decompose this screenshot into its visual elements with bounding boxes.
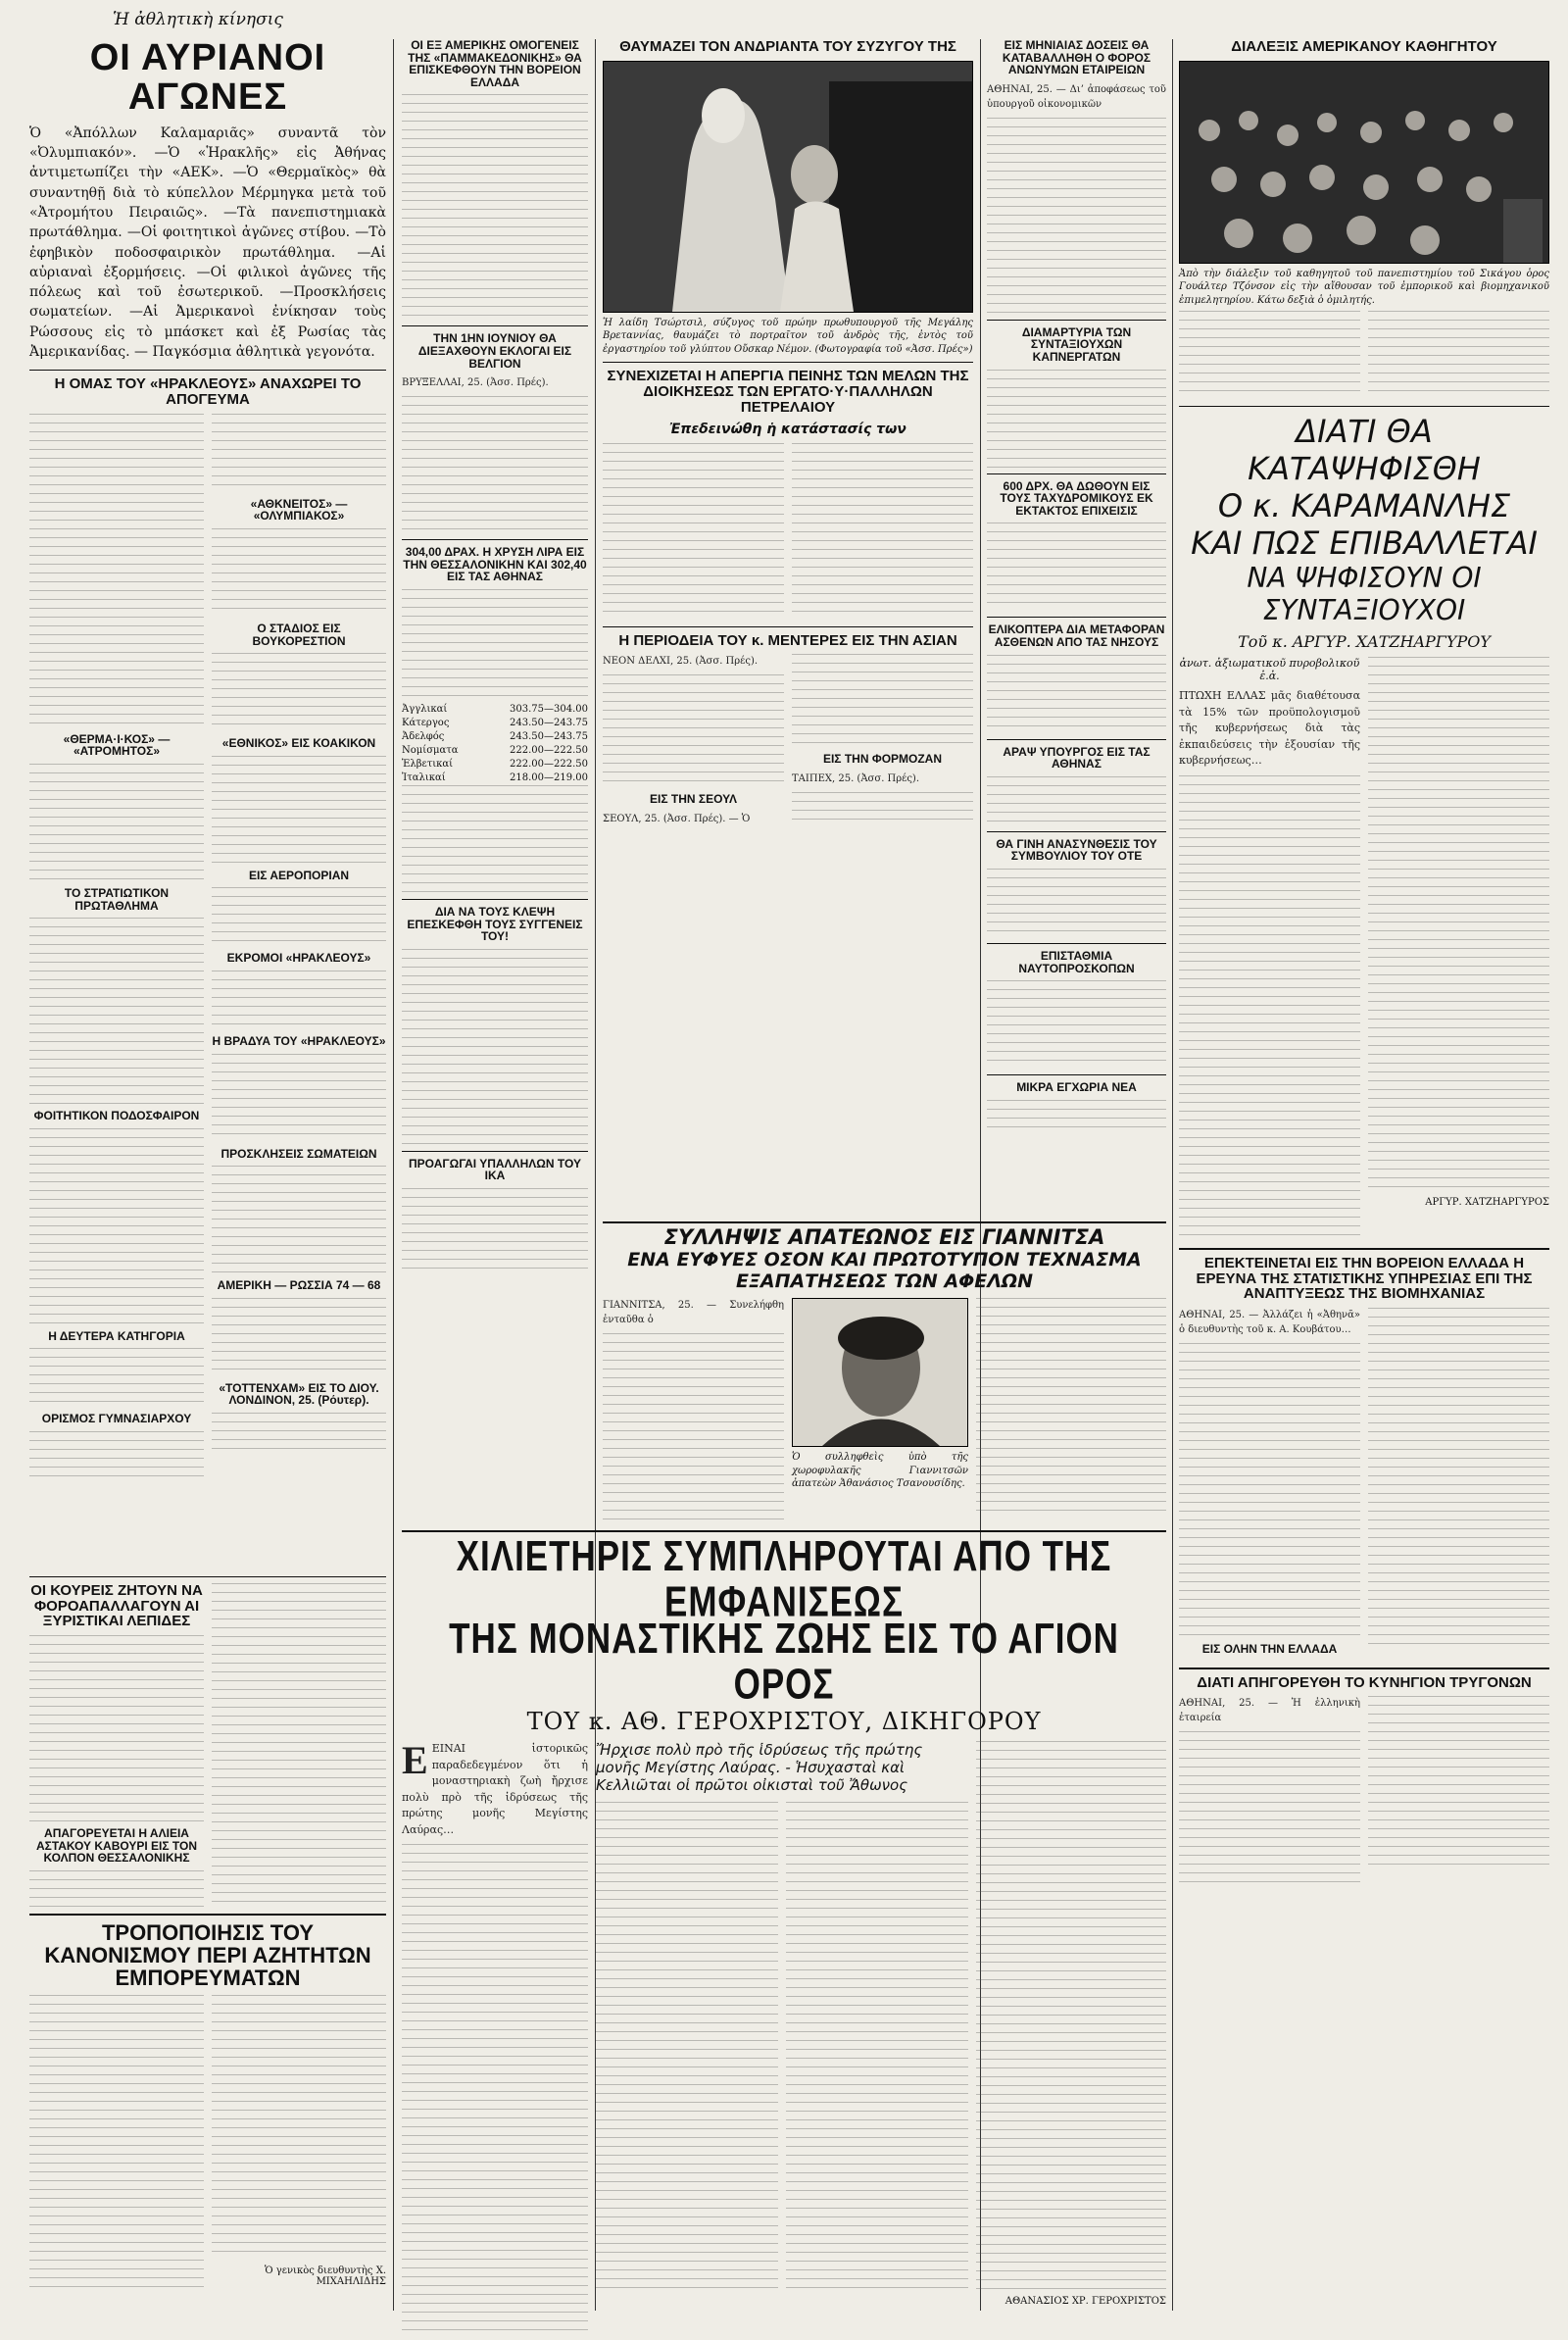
subhead: «ΤΟΤΤΕΝΧΑΜ» ΕΙΣ ΤΟ ΔΙΟΥ. ΛΟΝΔΙΝΟΝ, 25. (Ρόυτερ). [219,1380,379,1408]
athos-headline-2: ΤΗΣ ΜΟΝΑΣΤΙΚΗΣ ΖΩΗΣ ΕΙΣ ΤΟ ΑΓΙΟΝ ΟΡΟΣ [449,1614,1119,1708]
opinion-subbyline: ἀνωτ. ἀξιωματικοῦ πυροβολικοῦ ἐ.ἀ. [1179,657,1360,683]
column-4 [987,39,1166,1216]
section-kicker: Ἡ ἀθλητικὴ κίνησις [113,10,283,29]
subhead: «ΕΘΝΙΚΟΣ» ΕΙΣ ΚΟΑΚΙΚΟΝ [221,736,376,751]
sports-column [29,39,386,1882]
column-3 [603,39,973,1294]
column-2 [402,39,588,1265]
gold-price-label: Ἀδελφός [402,730,445,742]
gold-price-label: Ἰταλικαί [402,772,446,783]
belgium-headline: ΤΗΝ 1ΗΝ ΙΟΥΝΙΟΥ ΘΑ ΔΙΕΞΑΧΘΟΥΝ ΕΚΛΟΓΑΙ ΕΙΣ ΒΕΛΓΙΟΝ [417,331,572,371]
athos-pullquote-1: Ἤρχισε πολὺ πρὸ τῆς ἱδρύσεως τῆς πρώτης [596,1741,923,1759]
subhead: ΑΜΕΡΙΚΗ — ΡΩΣΣΙΑ 74 — 68 [217,1278,381,1293]
crime-headline-1: ΣΥΛΛΗΨΙΣ ΑΠΑΤΕΩΝΟΣ ΕΙΣ ΓΙΑΝΝΙΤΣΑ [663,1225,1105,1249]
subhead: Η ΔΕΥΤΕΡΑ ΚΑΤΗΓΟΡΙΑ [48,1328,185,1343]
crime-headline-2: ΕΝΑ ΕΥΦΥΕΣ ΟΣΟΝ ΚΑΙ ΠΡΩΤΟΤΥΠΟΝ ΤΕΧΝΑΣΜΑ ΕΞΑΠΑΤΗΣΕΩΣ ΤΩΝ ΑΦΕΛΩΝ [627,1249,1142,1292]
sports-lead: Ὁ «Ἀπόλλων Καλαμαριᾶς» συναντᾶ τὸν «Ὀλυμπιακόν». —Ὁ «Ἡρακλῆς» εἰς Ἀθήνας ἀντιμετωπίζει τὴν «ΑΕΚ». —Ὁ «Θερμαϊκὸς» θὰ συναντηθῇ διὰ τὸ κύπελλον Μέρμηγκα μετὰ τοῦ «Ἀτρομήτου Πειραιῶς». —Τὰ πανεπιστημιακὰ πρωτάθλημα. —Οἱ φοιτητικοὶ ἀγῶνες στίβου. —Τὸ ἐφηβικὸν ποδοσφαιρικὸν πρωτάθλημα. —Αἱ αὐριαναὶ ἐξορμήσεις. —Οἱ φιλικοὶ ἀγῶνες τῆς πόλεως καὶ τοῦ ἐσωτερικοῦ. —Προσκλήσεις σωματείων. —Αἱ Ἀμερικανοὶ ἐνίκησαν τοὺς Ρώσσους εἰς τὸ μπάσκετ καὶ ἐξ Ρωσίας τὰς Ἀμερικανίδας. — Παγκόσμια ἀθλητικὰ γεγονότα. [29,124,386,361]
gold-price-value: 222.00—222.50 [510,758,588,770]
regulation-signature: Ὁ γενικὸς διευθυντὴς Χ. ΜΙΧΑΗΛΙΔΗΣ [265,2265,386,2288]
subhead: ΟΡΙΣΜΟΣ ΓΥΜΝΑΣΙΑΡΧΟΥ [41,1412,192,1426]
ote-headline: ΘΑ ΓΙΝΗ ΑΝΑΣΥΝΘΕΣΙΣ ΤΟΥ ΣΥΜΒΟΥΛΙΟΥ ΤΟΥ ΟΤΕ [996,836,1157,864]
industry-footer: ΕΙΣ ΟΛΗΝ ΤΗΝ ΕΛΛΑΔΑ [1201,1642,1338,1656]
fishing-headline: ΑΠΑΓΟΡΕΥΕΤΑΙ Η ΑΛΙΕΙΑ ΑΣΤΑΚΟΥ ΚΑΒΟΥΡΙ ΕΙΣ ΤΟΝ ΚΟΛΠΟΝ ΘΕΣΣΑΛΟΝΙΚΗΣ [35,1826,198,1866]
crime-dateline: ΓΙΑΝΝΙΤΣΑ, 25. — Συνελήφθη ἐνταῦθα ὁ [603,1300,784,1325]
local-news-headline: ΜΙΚΡΑ ΕΓΧΩΡΙΑ ΝΕΑ [1016,1080,1137,1095]
helicopter-headline: ΕΛΙΚΟΠΤΕΡΑ ΔΙΑ ΜΕΤΑΦΟΡΑΝ ΑΣΘΕΝΩΝ ΑΠΟ ΤΑΣ ΝΗΣΟΥΣ [988,622,1165,649]
subhead: Η ΒΡΑΔΥΑ ΤΟΥ «ΗΡΑΚΛΕΟΥΣ» [212,1034,386,1048]
subhead: ΦΟΙΤΗΤΙΚΟΝ ΠΟΔΟΣΦΑΙΡΟΝ [33,1109,200,1123]
gold-price-row [402,772,588,785]
strike-headline: ΣΥΝΕΧΙΖΕΤΑΙ Η ΑΠΕΡΓΙΑ ΠΕΙΝΗΣ ΤΩΝ ΜΕΛΩΝ ΤΗΣ ΔΙΟΙΚΗΣΕΩΣ ΤΩΝ ΕΡΓΑΤΟ·Υ·ΠΑΛΛΗΛΩΝ ΠΕΤΡΕΛΑΙΟΥ [607,368,969,416]
gold-price-value: 243.50—243.75 [510,717,588,728]
gold-price-row [402,730,588,744]
regulation-headline: ΤΡΟΠΟΠΟΙΗΣΙΣ ΤΟΥ ΚΑΝΟΝΙΣΜΟΥ ΠΕΡΙ ΑΖΗΤΗΤΩΝ ΕΜΠΟΡΕΥΜΑΤΩΝ [44,1920,371,1991]
formosa-dateline: ΤΑΙΠΕΧ, 25. (Ἀσσ. Πρές). [792,772,920,784]
regulation-story [29,1921,386,2314]
opinion-headline-1: ΔΙΑΤΙ ΘΑ ΚΑΤΑΨΗΦΙΣΘΗ [1248,413,1481,488]
postal-headline: 600 ΔΡΧ. ΘΑ ΔΩΘΟΥΝ ΕΙΣ ΤΟΥΣ ΤΑΧΥΔΡΟΜΙΚΟΥΣ ΕΚ ΕΚΤΑΚΤΟΣ ΕΠΙΧΕΙΣΙΣ [1000,478,1153,518]
gold-price-label: Ἑλβετικαί [402,758,454,770]
belgium-dateline: ΒΡΥΞΕΛΛΑΙ, 25. (Ἀσσ. Πρές). [402,377,549,389]
athos-lead: ΕΙΝΑΙ ἱστορικῶς παραδεδεγμένον ὅτι ἡ μοναστηριακὴ ζωὴ ἤρχισε πολὺ πρὸ τῆς ἱδρύσεως τῆς πρώτης μονῆς Μεγίστης Λαύρας… [402,1742,588,1836]
gold-price-row [402,758,588,772]
subhead: ΤΟ ΣΤΡΑΤΙΩΤΙΚΟΝ ΠΡΩΤΑΘΛΗΜΑ [64,886,170,913]
lecture-photo [1179,61,1549,264]
statue-headline: ΘΑΥΜΑΖΕΙ ΤΟΝ ΑΝΔΡΙΑΝΤΑ ΤΟΥ ΣΥΖΥΓΟΥ ΤΗΣ [619,38,956,55]
suspect-photo-art [793,1299,968,1446]
gold-price-value: 222.00—222.50 [510,744,588,756]
tax-headline: ΕΙΣ ΜΗΝΙΑΙΑΣ ΔΟΣΕΙΣ ΘΑ ΚΑΤΑΒΑΛΛΗΘΗ Ο ΦΟΡΟΣ ΑΝΩΝΥΜΩΝ ΕΤΑΙΡΕΙΩΝ [1002,38,1152,77]
subhead: «ΘΕΡΜΑ·Ι·ΚΟΣ» — «ΑΤΡΟΜΗΤΟΣ» [63,731,171,759]
athos-headline-1: ΧΙΛΙΕΤΗΡΙΣ ΣΥΜΠΛΗΡΟΥΤΑΙ ΑΠΟ ΤΗΣ ΕΜΦΑΝΙΣΕΩΣ [456,1532,1112,1625]
crime-story [603,1225,1166,1529]
tax-dateline: ΑΘΗΝΑΙ, 25. — Δι’ ἀποφάσεως τοῦ ὑπουργοῦ οἰκονομικῶν [987,83,1166,110]
seoul-dateline: ΣΕΟΥΛ, 25. (Ἀσσ. Πρές). — Ὁ [603,813,751,824]
industry-headline: ΕΠΕΚΤΕΙΝΕΤΑΙ ΕΙΣ ΤΗΝ ΒΟΡΕΙΟΝ ΕΛΛΑΔΑ Η ΕΡΕΥΝΑ ΤΗΣ ΣΤΑΤΙΣΤΙΚΗΣ ΥΠΗΡΕΣΙΑΣ ΕΠΙ ΤΗΣ ΑΝΑΠΤΥΞΕΩΣ ΤΗΣ ΒΙΟΜΗΧΑΝΙΑΣ [1196,1254,1533,1303]
tobacco-headline: ΔΙΑΜΑΡΤΥΡΙΑ ΤΩΝ ΣΥΝΤΑΞΙΟΥΧΩΝ ΚΑΠΝΕΡΓΑΤΩΝ [1021,324,1132,364]
barbers-headline: ΟΙ ΚΟΥΡΕΙΣ ΖΗΤΟΥΝ ΝΑ ΦΟΡΟΑΠΑΛΛΑΓΟΥΝ ΑΙ ΞΥΡΙΣΤΙΚΑΙ ΛΕΠΙΔΕΣ [30,1581,203,1630]
opinion-headline-3: ΚΑΙ ΠΩΣ ΕΠΙΒΑΛΛΕΤΑΙ [1191,524,1538,563]
athos-feature: ΧΙΛΙΕΤΗΡΙΣ ΣΥΜΠΛΗΡΟΥΤΑΙ ΑΠΟ ΤΗΣ ΕΜΦΑΝΙΣΕΩΣ ΤΗΣ ΜΟΝΑΣΤΙΚΗΣ ΖΩΗΣ ΕΙΣ ΤΟ ΑΓΙΟΝ ΟΡΟΣ ΤΟΥ κ. ΑΘ. ΓΕΡΟΧΡΙΣΤΟΥ, ΔΙΚΗΓΟΡΟΥ ΕΕΙΝΑΙ ἱστορικῶς παραδεδεγμένον ὅτι ἡ μοναστηριακὴ ζωὴ ἤρχισε πολὺ πρὸ τῆς ἱδρύσεως τῆς πρώτης μονῆς Μεγίστης Λαύρας… Ἤρχισε πολὺ πρὸ τῆς ἱδρύσεως τῆς πρώτης μονῆς Μεγίστης Λαύρας. - Ἡσυχασταὶ καὶ Κελλιῶται οἱ πρῶτοι οἰκισταὶ τοῦ Ἄθωνος ΑΘΑΝΑΣΙΟΣ ΧΡ. ΓΕΡΟΧΡΙΣΤΟΣ [402,1534,1166,2314]
athos-byline: ΤΟΥ κ. ΑΘ. ΓΕΡΟΧΡΙΣΤΟΥ, ΔΙΚΗΓΟΡΟΥ [526,1708,1042,1735]
statue-caption: Ἡ λαίδη Τσώρτσιλ, σύζυγος τοῦ πρώην πρωθυπουργοῦ τῆς Μεγάλης Βρεταννίας, θαυμάζει τὸ πορτραῖτον τοῦ ἀνδρὸς τῆς, ἐντὸς τοῦ ἐργαστηρίου τοῦ γλύπτου Οὔσκαρ Νέμον. (Φωτογραφία τοῦ «Ἀσσ. Πρές») [603,317,973,355]
statue-photo-art [604,62,973,312]
opinion-signature: ΑΡΓΥΡ. ΧΑΤΖΗΑΡΓΥΡΟΣ [1425,1197,1549,1209]
subhead: ΕΙΣ ΑΕΡΟΠΟΡΙΑΝ [248,868,350,882]
subhead: «ΑΘΚΝΕΙΤΟΣ» — «ΟΛΥΜΠΙΑΚΟΣ» [250,496,348,523]
ika-headline: ΠΡΟΑΓΩΓΑΙ ΥΠΑΛΛΗΛΩΝ ΤΟΥ ΙΚΑ [409,1156,581,1183]
scouts-headline: ΕΠΙΣΤΑΘΜΙΑ ΝΑΥΤΟΠΡΟΣΚΟΠΩΝ [1018,948,1135,975]
strike-subhead: Ἐπεδεινώθη ἡ κατάστασίς των [669,421,906,437]
athos-pullquote-3: Κελλιῶται οἱ πρῶτοι οἰκισταὶ τοῦ Ἄθωνος [596,1776,908,1794]
opinion-byline: Τοῦ κ. ΑΡΓΥΡ. ΧΑΤΖΗΑΡΓΥΡΟΥ [1238,632,1491,652]
hunting-dateline: ΑΘΗΝΑΙ, 25. — Ἡ ἑλληνικὴ ἐταιρεία [1179,1698,1360,1724]
lecture-headline: ΔΙΑΛΕΞΙΣ ΑΜΕΡΙΚΑΝΟΥ ΚΑΘΗΓΗΤΟΥ [1231,38,1497,55]
subhead: ΠΡΟΣΚΛΗΣΕΙΣ ΣΩΜΑΤΕΙΩΝ [220,1146,377,1161]
diaspora-headline: ΟΙ ΕΞ ΑΜΕΡΙΚΗΣ ΟΜΟΓΕΝΕΙΣ ΤΗΣ «ΠΑΜΜΑΚΕΔΟΝΙΚΗΣ» ΘΑ ΕΠΙΣΚΕΦΘΟΥΝ ΤΗΝ ΒΟΡΕΙΟΝ ΕΛΛΑΔΑ [408,38,582,89]
arab-minister-headline: ΑΡΑΨ ΥΠΟΥΡΓΟΣ ΕΙΣ ΤΑΣ ΑΘΗΝΑΣ [1003,744,1151,772]
opinion-headline-2: Ο κ. ΚΑΡΑΜΑΝΛΗΣ [1217,487,1511,525]
suspect-photo [792,1298,968,1447]
gold-price-table [402,703,588,785]
gold-price-label: Νομίσματα [402,744,459,756]
lecture-caption: Ἀπὸ τὴν διάλεξιν τοῦ καθηγητοῦ τοῦ πανεπιστημίου τοῦ Σικάγου ὁρος Γουάλτερ Τζόνσον εἰς τὴν αἴθουσαν τοῦ ἐμπορικοῦ καὶ βιομηχανικοῦ ἐπιμελητηρίου. Κάτω δεξιὰ ὁ ὁμιλητής. [1179,268,1549,306]
gold-price-value: 218.00—219.00 [510,772,588,783]
sports-headline: ΟΙ ΑΥΡΙΑΝΟΙ ΑΓΩΝΕΣ [89,37,326,118]
column-rule [1172,39,1173,2311]
industry-dateline: ΑΘΗΝΑΙ, 25. — Ἀλλάζει ἡ «Ἀθηνᾶ» ὁ διευθυντὴς τοῦ κ. Α. Κουβάτου… [1179,1310,1360,1335]
gold-price-label: Ἀγγλικαί [402,703,448,715]
subhead: Ο ΣΤΑΔΙΟΣ ΕΙΣ ΒΟΥΚΟΡΕΣΤΙΟΝ [252,622,346,648]
theft-headline: ΔΙΑ ΝΑ ΤΟΥΣ ΚΛΕΨΗ ΕΠΕΣΚΕΦΘΗ ΤΟΥΣ ΣΥΓΓΕΝΕΙΣ ΤΟΥ! [407,904,583,944]
subhead: ΕΚΡΟΜΟΙ «ΗΡΑΚΛΕΟΥΣ» [226,951,371,966]
column-rule [393,39,394,2311]
gold-price-value: 303.75—304.00 [510,703,588,715]
athos-pullquote-2: μονῆς Μεγίστης Λαύρας. - Ἡσυχασταὶ καὶ [596,1759,906,1776]
opinion-headline-4: ΝΑ ΨΗΦΙΣΟΥΝ ΟΙ ΣΥΝΤΑΞΙΟΥΧΟΙ [1247,562,1482,627]
suspect-caption: Ὁ συλληφθεὶς ὑπὸ τῆς χωροφυλακῆς Γιαννιτσῶν ἀπατεὼν Ἀθανάσιος Τσανουσίδης. [792,1452,968,1489]
menderes-headline: Η ΠΕΡΙΟΔΕΙΑ ΤΟΥ κ. ΜΕΝΤΕΡΕΣ ΕΙΣ ΤΗΝ ΑΣΙΑΝ [618,631,957,649]
opinion-lead: ΠΤΩΧΗ ΕΛΛΑΣ μᾶς διαθέτουσα τὰ 15% τῶν προϋπολογισμοῦ τῆς κυβερνήσεως διὰ τὰς ἐκπαιδεύσεις τὴν ἐξουσίαν τῆς κυβερνήσεως… [1179,689,1360,768]
column-5 [1179,39,1549,2314]
gold-price-row [402,717,588,730]
gold-price-row [402,703,588,717]
gold-price-headline: 304,00 ΔΡΑΧ. Η ΧΡΥΣΗ ΛΙΡΑ ΕΙΣ ΤΗΝ ΘΕΣΣΑΛΟΝΙΚΗΝ ΚΑΙ 302,40 ΕΙΣ ΤΑΣ ΑΘΗΝΑΣ [403,545,587,584]
statue-photo [603,61,973,313]
athos-signature: ΑΘΑΝΑΣΙΟΣ ΧΡ. ΓΕΡΟΧΡΙΣΤΟΣ [1004,2296,1166,2307]
formosa-headline: ΕΙΣ ΤΗΝ ΦΟΡΜΟΖΑΝ [822,752,943,767]
gold-price-label: Κάτεργος [402,717,450,728]
gold-price-row [402,744,588,758]
gold-price-value: 243.50—243.75 [510,730,588,742]
seoul-headline: ΕΙΣ ΤΗΝ ΣΕΟΥΛ [650,792,737,807]
lecture-photo-art [1180,62,1549,263]
menderes-dateline: ΝΕΟΝ ΔΕΛΧΙ, 25. (Ἀσσ. Πρές). [603,656,759,668]
heracles-headline: Η ΟΜΑΣ ΤΟΥ «ΗΡΑΚΛΕΟΥΣ» ΑΝΑΧΩΡΕΙ ΤΟ ΑΠΟΓΕΥΜΑ [54,375,362,409]
hunting-headline: ΔΙΑΤΙ ΑΠΗΓΟΡΕΥΘΗ ΤΟ ΚΥΝΗΓΙΟΝ ΤΡΥΓΟΝΩΝ [1197,1673,1532,1691]
